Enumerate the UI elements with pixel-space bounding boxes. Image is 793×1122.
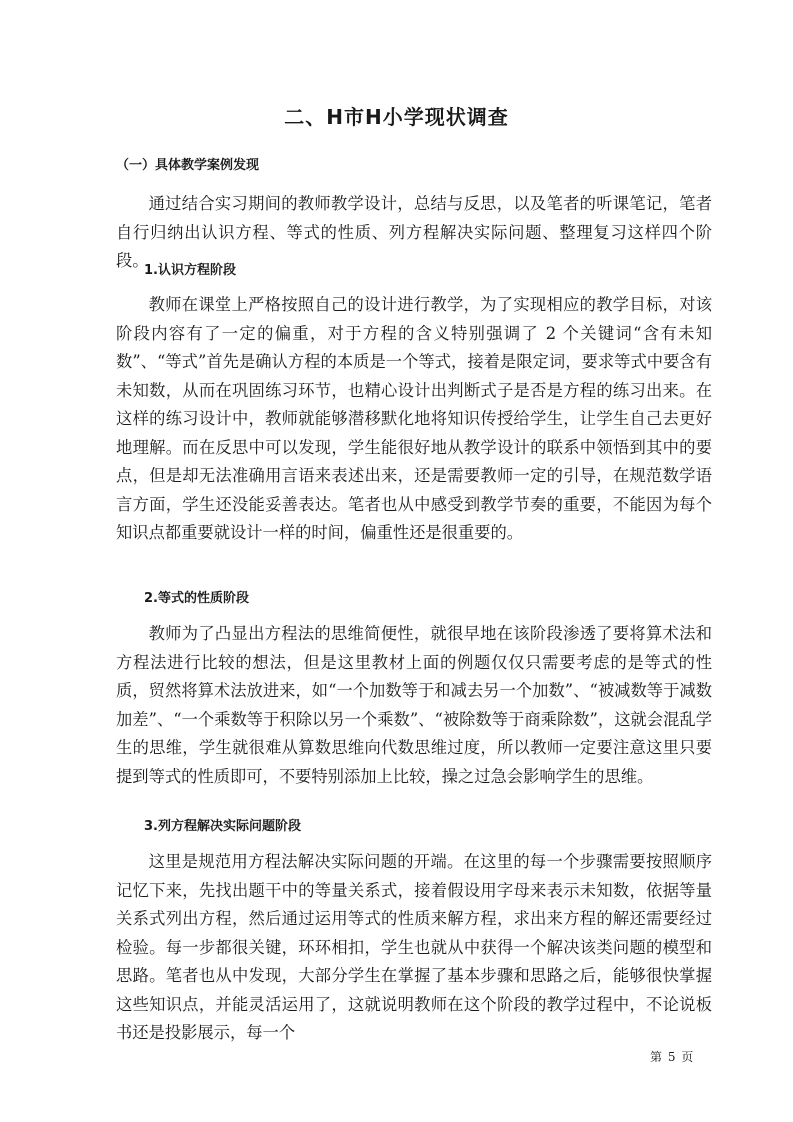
subsection-heading-3: 3.列方程解决实际问题阶段 [144,819,301,834]
subsection-paragraph-1: 教师在课堂上严格按照自己的设计进行教学，为了实现相应的教学目标，对该阶段内容有了一定的偏重，对于方程的含义特别强调了 2 个关键词“含有未知数”、“等式”首先是确认方程的本质是一个等式，接着是限定词，要求等式中要含有未知数，从而在巩固练习环节，也精心设计出判断式子是否是方程的练习出来。在这样的练习设计中，教师就能够潜移默化地将知识传授给学生，让学生自己去更好地理解。而在反思中可以发现，学生能很好地从教学设计的联系中领悟到其中的要点，但是却无法准确用言语来表述出来，还是需要教师一定的引导，在规范数学语言方面，学生还没能妥善表达。笔者也从中感受到教学节奏的重要，不能因为每个知识点都重要就设计一样的时间，偏重性还是很重要的。 [116,295,712,542]
subsection-paragraph-3: 这里是规范用方程法解决实际问题的开端。在这里的每一个步骤需要按照顺序记忆下来，先找出题干中的等量关系式，接着假设用字母来表示未知数，依据等量关系式列出方程，然后通过运用等式的性质来解方程，求出来方程的解还需要经过检验。每一步都很关键，环环相扣，学生也就从中获得一个解决该类问题的模型和思路。笔者也从中发现，大部分学生在掌握了基本步骤和思路之后，能够很快掌握这些知识点，并能灵活运用了，这就说明教师在这个阶段的教学过程中，不论说板书还是投影展示，每一个 [116,852,712,1042]
subsection-heading-2: 2.等式的性质阶段 [144,591,249,606]
subsection-heading-1: 1.认识方程阶段 [144,263,236,278]
subsection-paragraph-2: 教师为了凸显出方程法的思维简便性，就很早地在该阶段渗透了要将算术法和方程法进行比较的想法，但是这里教材上面的例题仅仅只需要考虑的是等式的性质，贸然将算术法放进来，如“一个加数等于和减去另一个加数”、“被减数等于减数加差”、“一个乘数等于积除以另一个乘数”、“被除数等于商乘除数”，这就会混乱学生的思维，学生就很难从算数思维向代数思维过度，所以教师一定要注意这里只要提到等式的性质即可，不要特别添加上比较，操之过急会影响学生的思维。 [116,624,712,786]
page-title: 二、H市H小学现状调查 [284,105,509,129]
intro-paragraph: 通过结合实习期间的教师教学设计，总结与反思，以及笔者的听课笔记，笔者自行归纳出认识方程、等式的性质、列方程解决实际问题、整理复习这样四个阶段。 [116,194,712,270]
page-number: 第 5 页 [650,1050,694,1064]
section-heading: （一）具体教学案例发现 [116,158,260,173]
